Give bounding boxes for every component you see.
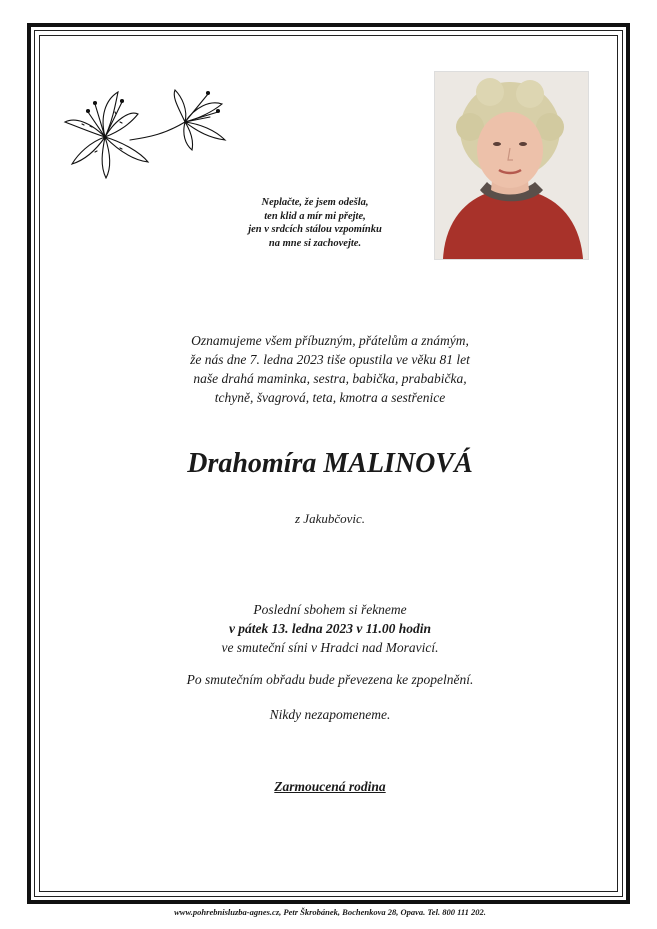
funeral-location: ve smuteční síni v Hradci nad Moravicí. xyxy=(221,640,439,655)
announcement-line: Oznamujeme všem příbuzným, přátelům a známým, xyxy=(191,333,469,348)
funeral-details xyxy=(120,600,540,657)
funeral-service-footer: www.pohrebnisluzba-agnes.cz, Petr Škrobánek, Bochenkova 28, Opava. Tel. 800 111 202. xyxy=(174,907,486,917)
cremation-note: Po smutečním obřadu bude převezena ke zpopelnění. xyxy=(186,672,474,687)
announcement-line: naše drahá maminka, sestra, babička, prababička, xyxy=(193,371,467,386)
poem-verse xyxy=(210,196,420,250)
family-signature: Zarmoucená rodina xyxy=(274,779,386,794)
announcement-line: že nás dne 7. ledna 2023 tiše opustila ve věku 81 let xyxy=(190,352,470,367)
poem-line: ten klid a mír mi přejte, xyxy=(264,210,366,222)
deceased-origin: z Jakubčovic. xyxy=(294,511,366,526)
announcement-line: tchyně, švagrová, teta, kmotra a sestřenice xyxy=(214,390,446,405)
poem-line: na mne si zachovejte. xyxy=(268,237,362,249)
deceased-name: Drahomíra MALINOVÁ xyxy=(187,448,473,479)
portrait-photo xyxy=(434,71,589,260)
funeral-date-time: v pátek 13. ledna 2023 v 11.00 hodin xyxy=(228,621,432,636)
lily-flower-icon xyxy=(60,82,230,182)
remembrance-line: Nikdy nezapomeneme. xyxy=(269,707,391,722)
poem-line: jen v srdcích stálou vzpomínku xyxy=(248,224,382,235)
poem-line: Neplačte, že jsem odešla, xyxy=(261,197,369,208)
death-announcement xyxy=(120,331,540,407)
portrait-image xyxy=(435,72,588,259)
funeral-intro: Poslední sbohem si řekneme xyxy=(253,602,407,617)
